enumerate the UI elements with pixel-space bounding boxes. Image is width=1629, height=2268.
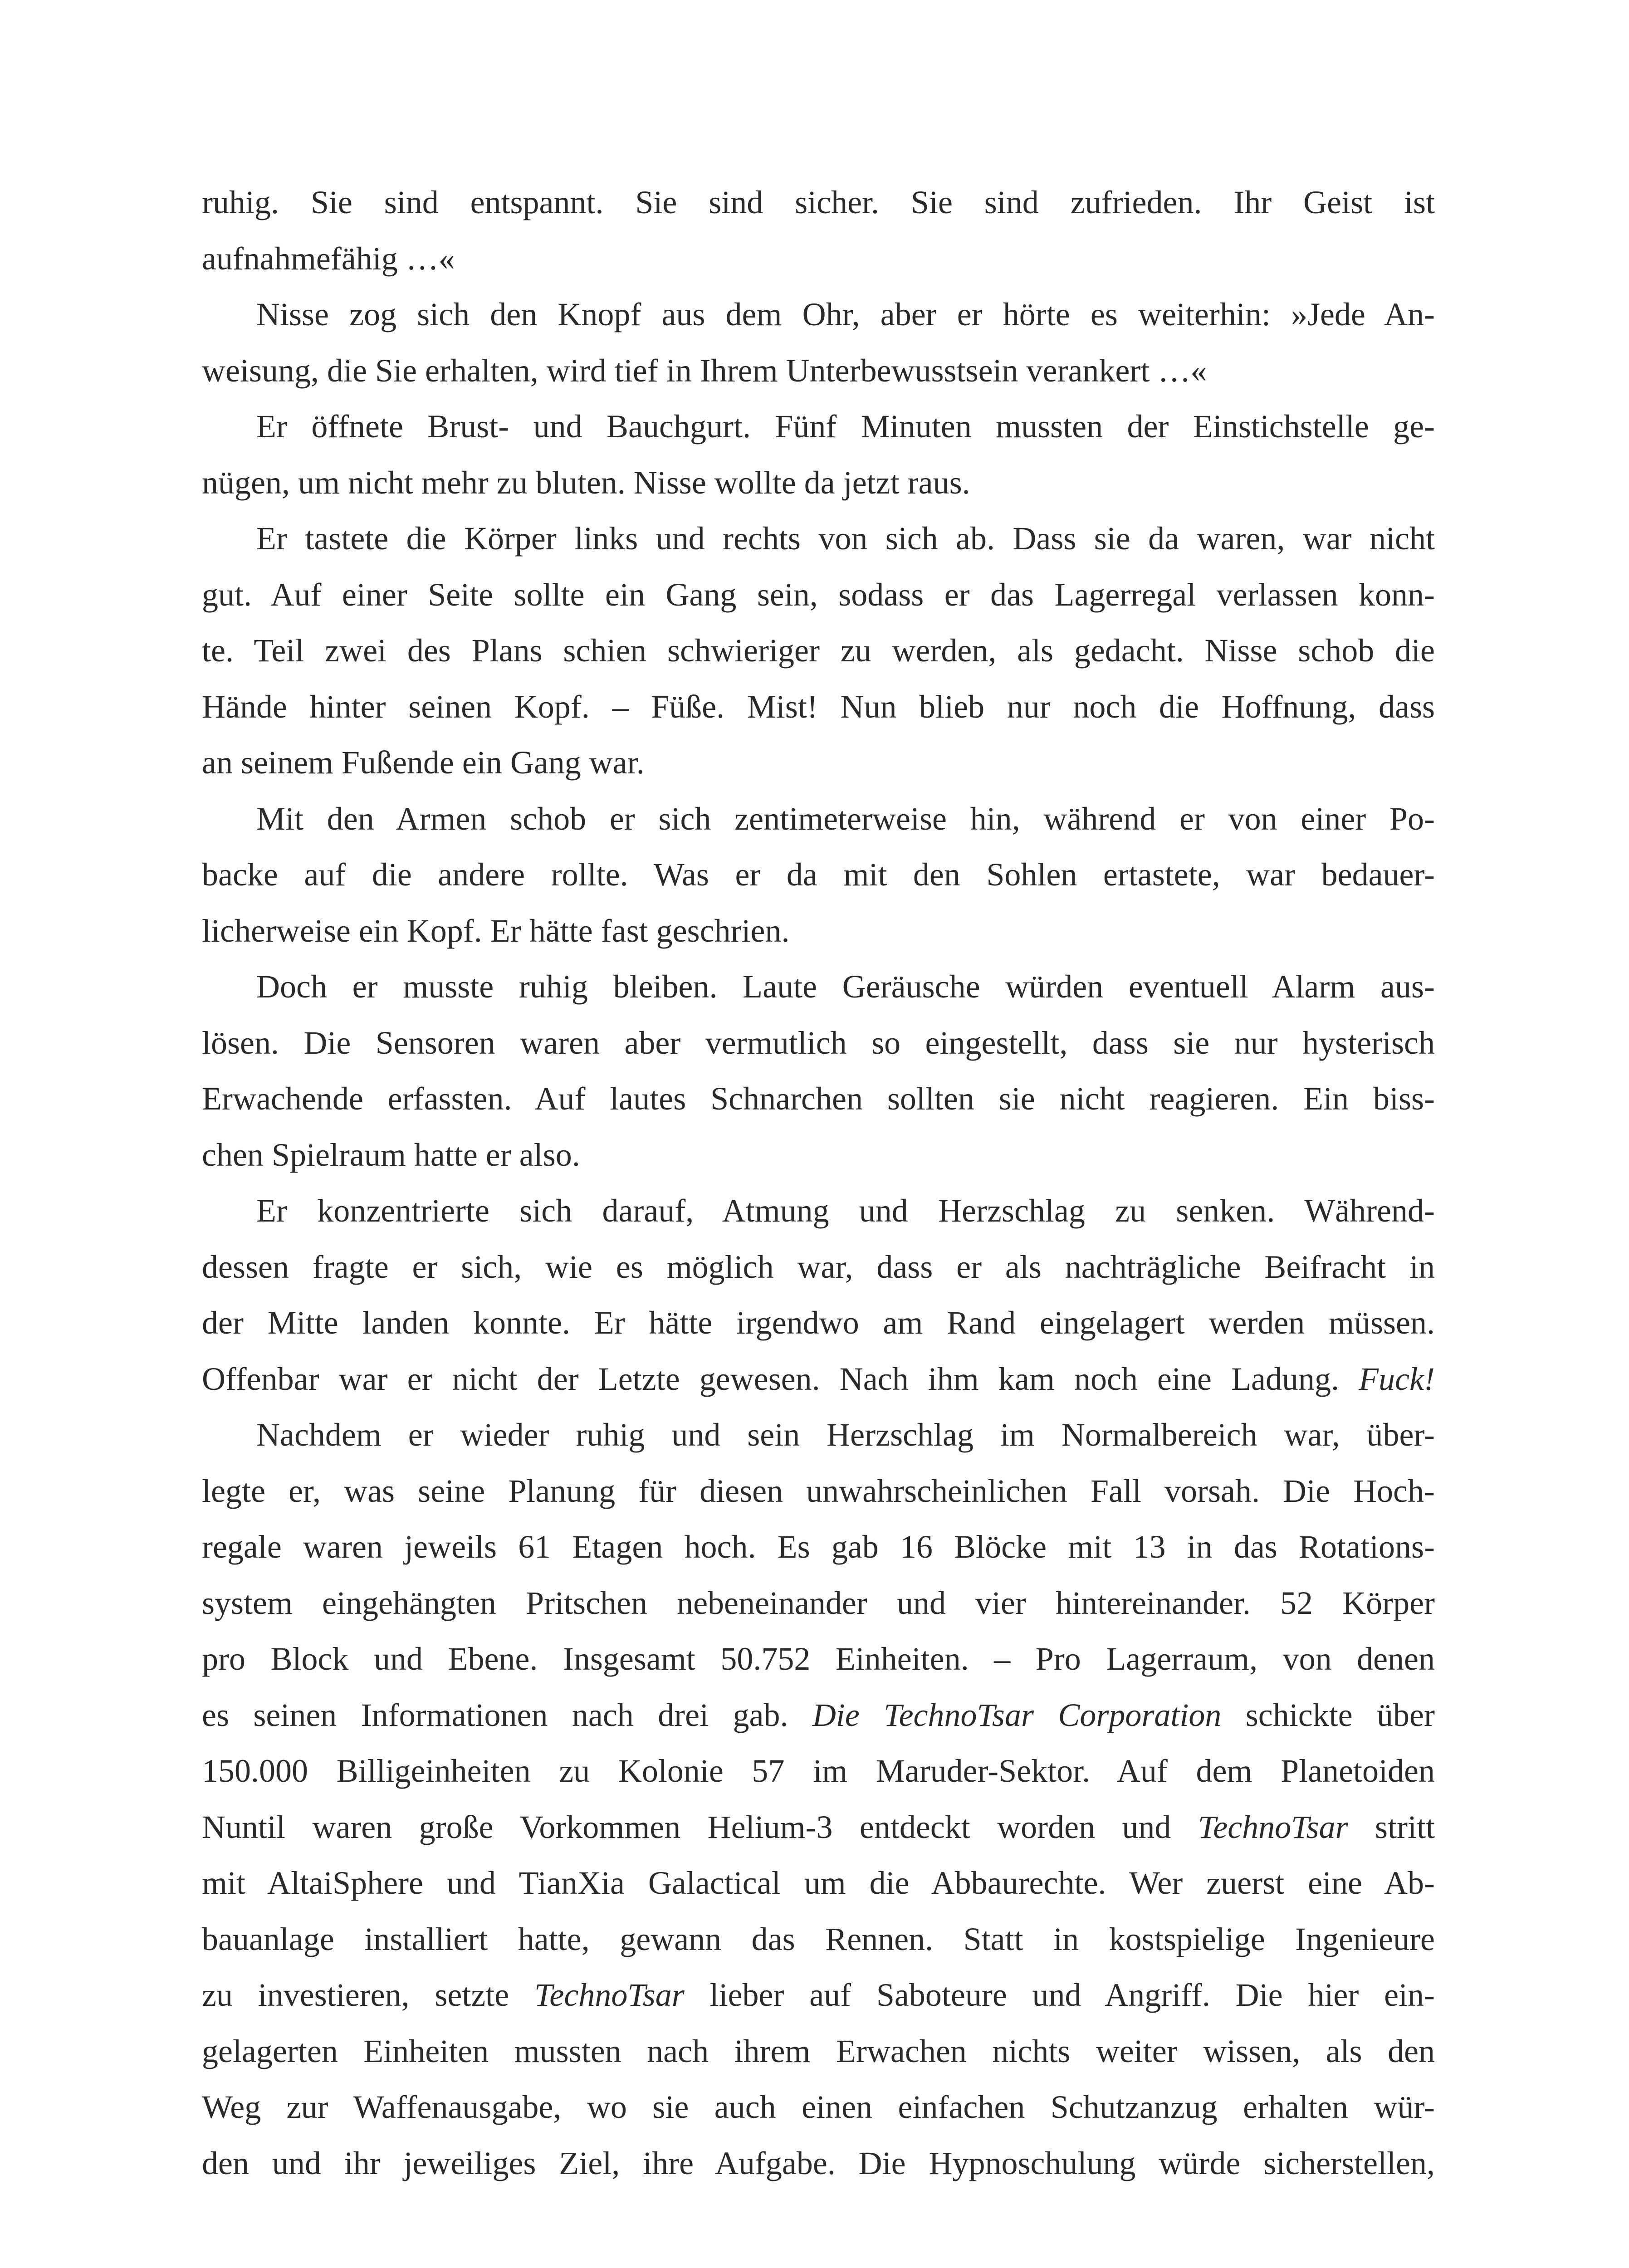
text-span: regale waren jeweils 61 Etagen hoch. Es gab 16 Blöcke mit 13 in das Rotations- xyxy=(202,1529,1435,1565)
text-line xyxy=(202,287,1435,343)
text-span: Er öffnete Brust- und Bauchgurt. Fünf Minuten mussten der Einstichstelle ge- xyxy=(256,408,1435,445)
text-span: nügen, um nicht mehr zu bluten. Nisse wollte da jetzt raus. xyxy=(202,464,970,501)
text-line xyxy=(202,511,1435,567)
text-line xyxy=(202,175,1435,231)
text-span: der Mitte landen konnte. Er hätte irgendwo am Rand eingelagert werden müssen. xyxy=(202,1305,1435,1341)
text-span: schickte über xyxy=(1221,1696,1435,1733)
text-line xyxy=(202,1911,1435,1968)
text-span: es seinen Informationen nach drei gab. xyxy=(202,1696,812,1733)
text-line xyxy=(202,1799,1435,1856)
text-span: Nachdem er wieder ruhig und sein Herzschlag im Normalbereich war, über- xyxy=(256,1417,1435,1453)
text-line xyxy=(202,1239,1435,1295)
text-span: lösen. Die Sensoren waren aber vermutlich so eingestellt, dass sie nur hysterisch xyxy=(202,1024,1435,1061)
italic-text: Die TechnoTsar Corporation xyxy=(812,1696,1222,1733)
text-span: den und ihr jeweiliges Ziel, ihre Aufgabe. Die Hypnoschulung würde sicherstellen, xyxy=(202,2145,1435,2181)
text-line xyxy=(202,231,1435,287)
text-span: weisung, die Sie erhalten, wird tief in Ihrem Unterbewusstsein verankert …« xyxy=(202,352,1207,389)
text-span: Hände hinter seinen Kopf. – Füße. Mist! Nun blieb nur noch die Hoffnung, dass xyxy=(202,688,1435,725)
text-span: Nuntil waren große Vorkommen Helium-3 entdeckt worden und xyxy=(202,1809,1198,1845)
text-span: Weg zur Waffenausgabe, wo sie auch einen einfachen Schutzanzug erhalten wür- xyxy=(202,2089,1435,2125)
text-line xyxy=(202,1967,1435,2024)
text-span: licherweise ein Kopf. Er hätte fast geschrien. xyxy=(202,912,790,949)
text-span: Nisse zog sich den Knopf aus dem Ohr, aber er hörte es weiterhin: »Jede An- xyxy=(256,296,1435,332)
italic-text: TechnoTsar xyxy=(534,1977,685,2013)
text-span: system eingehängten Pritschen nebeneinander und vier hintereinander. 52 Körper xyxy=(202,1584,1435,1621)
text-span: lieber auf Saboteure und Angriff. Die hier ein- xyxy=(684,1977,1435,2013)
text-span: Erwachende erfassten. Auf lautes Schnarchen sollten sie nicht reagieren. Ein biss- xyxy=(202,1080,1435,1117)
text-span: gelagerten Einheiten mussten nach ihrem Erwachen nichts weiter wissen, als den xyxy=(202,2033,1435,2069)
text-span: Offenbar war er nicht der Letzte gewesen. Nach ihm kam noch eine Ladung. xyxy=(202,1360,1359,1397)
text-span: stritt xyxy=(1348,1809,1435,1845)
text-line xyxy=(202,1407,1435,1463)
text-line xyxy=(202,1575,1435,1632)
text-line xyxy=(202,1351,1435,1408)
text-span: backe auf die andere rollte. Was er da mit den Sohlen ertastete, war bedauer- xyxy=(202,856,1435,893)
body-text xyxy=(202,175,1435,2191)
text-span: 150.000 Billigeinheiten zu Kolonie 57 im Maruder-Sektor. Auf dem Planetoiden xyxy=(202,1753,1435,1789)
text-line xyxy=(202,847,1435,903)
text-line xyxy=(202,2024,1435,2080)
text-line xyxy=(202,455,1435,511)
text-line xyxy=(202,1463,1435,1520)
text-line xyxy=(202,567,1435,623)
text-span: an seinem Fußende ein Gang war. xyxy=(202,744,645,781)
text-line xyxy=(202,959,1435,1015)
text-line xyxy=(202,1071,1435,1127)
text-span: chen Spielraum hatte er also. xyxy=(202,1136,580,1173)
text-span: Mit den Armen schob er sich zentimeterweise hin, während er von einer Po- xyxy=(256,800,1435,837)
text-span: Er konzentrierte sich darauf, Atmung und Herzschlag zu senken. Während- xyxy=(256,1193,1435,1229)
text-span: pro Block und Ebene. Insgesamt 50.752 Einheiten. – Pro Lagerraum, von denen xyxy=(202,1641,1435,1677)
text-span: dessen fragte er sich, wie es möglich war, dass er als nachträgliche Beifracht in xyxy=(202,1248,1435,1285)
text-line xyxy=(202,1519,1435,1575)
text-line xyxy=(202,2079,1435,2136)
text-line xyxy=(202,2136,1435,2192)
text-line xyxy=(202,735,1435,791)
text-span: aufnahmefähig …« xyxy=(202,240,455,277)
text-line xyxy=(202,679,1435,735)
italic-text: Fuck! xyxy=(1359,1360,1435,1397)
text-span: Er tastete die Körper links und rechts von sich ab. Dass sie da waren, war nicht xyxy=(256,520,1435,557)
text-line xyxy=(202,1183,1435,1239)
text-line xyxy=(202,1127,1435,1183)
text-line xyxy=(202,1743,1435,1799)
italic-text: TechnoTsar xyxy=(1198,1809,1348,1845)
text-span: bauanlage installiert hatte, gewann das Rennen. Statt in kostspielige Ingenieure xyxy=(202,1921,1435,1957)
text-line xyxy=(202,1687,1435,1744)
text-line xyxy=(202,1295,1435,1351)
text-line xyxy=(202,903,1435,959)
text-span: te. Teil zwei des Plans schien schwieriger zu werden, als gedacht. Nisse schob die xyxy=(202,632,1435,669)
text-span: gut. Auf einer Seite sollte ein Gang sein, sodass er das Lagerregal verlassen konn- xyxy=(202,576,1435,613)
text-span: legte er, was seine Planung für diesen unwahrscheinlichen Fall vorsah. Die Hoch- xyxy=(202,1472,1435,1509)
text-span: zu investieren, setzte xyxy=(202,1977,534,2013)
text-line xyxy=(202,399,1435,455)
text-line xyxy=(202,623,1435,679)
text-span: mit AltaiSphere und TianXia Galactical um die Abbaurechte. Wer zuerst eine Ab- xyxy=(202,1865,1435,1901)
text-line xyxy=(202,1855,1435,1911)
text-span: ruhig. Sie sind entspannt. Sie sind sicher. Sie sind zufrieden. Ihr Geist ist xyxy=(202,184,1435,220)
text-line xyxy=(202,343,1435,399)
text-line xyxy=(202,1631,1435,1687)
text-line xyxy=(202,1015,1435,1071)
text-line xyxy=(202,791,1435,847)
text-span: Doch er musste ruhig bleiben. Laute Geräusche würden eventuell Alarm aus- xyxy=(256,968,1435,1005)
